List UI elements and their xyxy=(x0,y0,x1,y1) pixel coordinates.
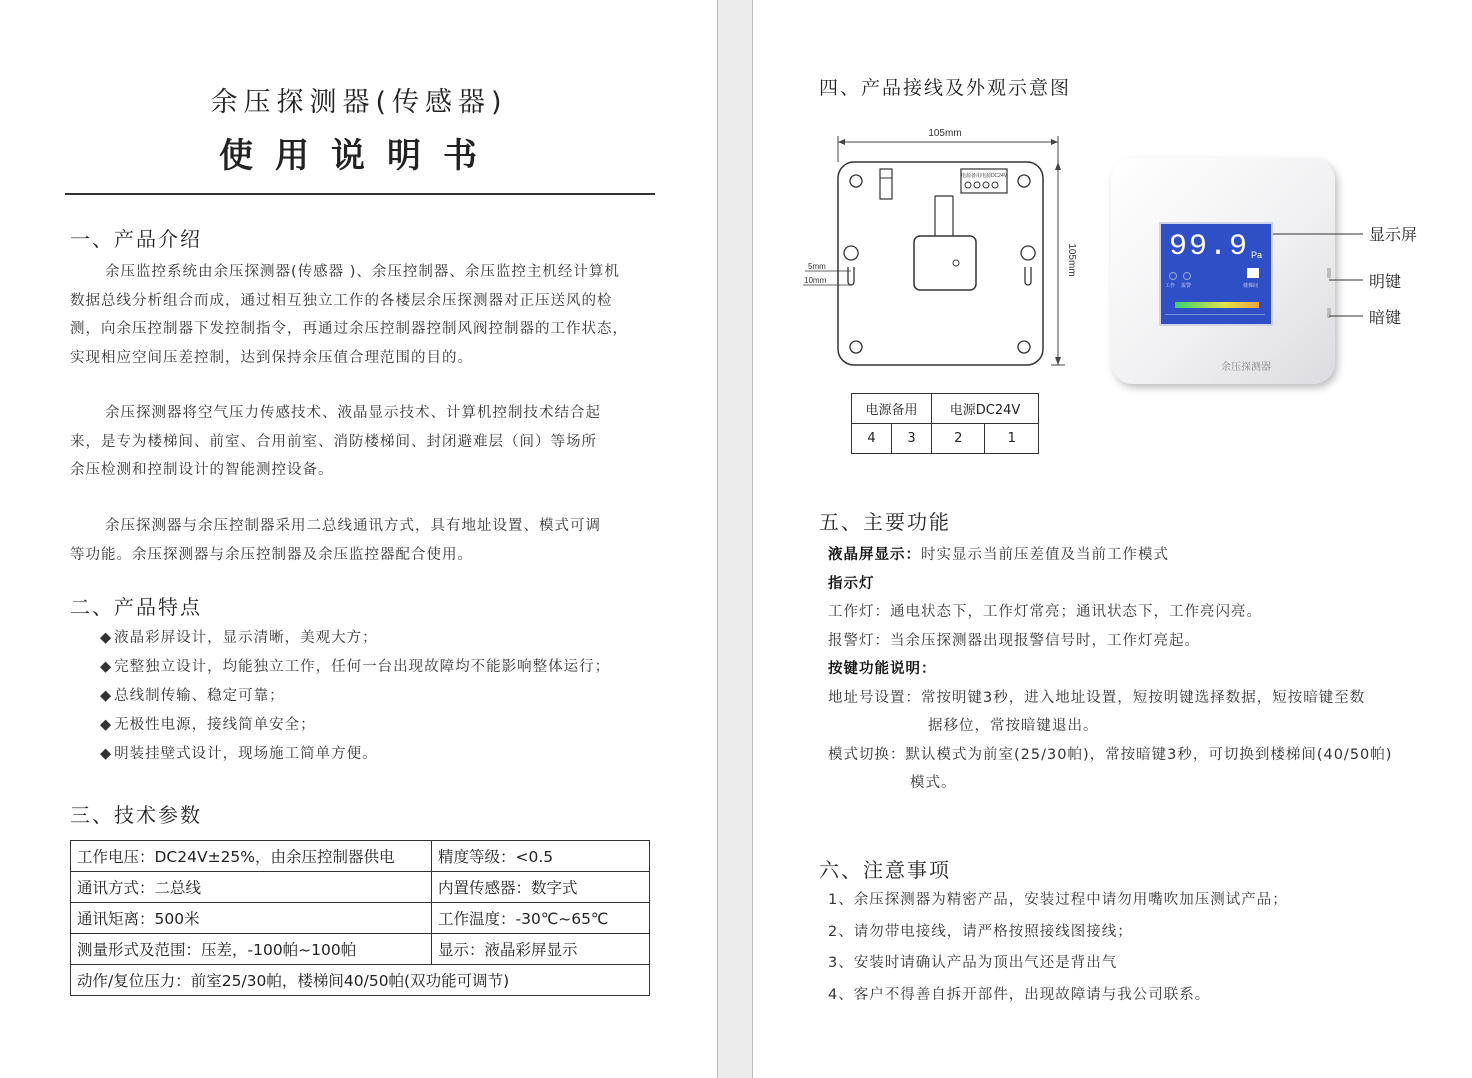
table-row xyxy=(71,934,650,965)
table-cell: 2 xyxy=(932,424,985,454)
list-item: ◆ 完整独立设计，均能独立工作，任何一台出现故障均不能影响整体运行； xyxy=(100,653,700,682)
right-page xyxy=(752,0,1472,1078)
notes-list xyxy=(828,885,1468,1011)
section-heading-intro: 一、产品介绍 xyxy=(70,227,202,251)
intro-paragraph-2 xyxy=(70,399,670,485)
text-line: 模式切换：默认模式为前室(25/30帕)，常按暗键3秒，可切换到楼梯间(40/50帕) xyxy=(828,746,1393,763)
device-outline xyxy=(838,162,1043,365)
stairwell-mode-icon xyxy=(1247,268,1259,278)
text-line: 实现相应空间压差控制，达到保持余压值合理范围的目的。 xyxy=(70,349,473,366)
list-item: ◆ 无极性电源，接线简单安全； xyxy=(100,711,700,740)
spec-table xyxy=(70,840,650,996)
text-line: 工作灯：通电状态下，工作灯常亮；通讯状态下，工作亮闪亮。 xyxy=(828,604,1262,620)
table-header: 电源备用 xyxy=(852,394,932,424)
alarm-indicator-icon xyxy=(1183,272,1191,280)
table-cell: 动作/复位压力：前室25/30帕，楼梯间40/50帕(双功能可调节) xyxy=(71,965,650,996)
table-row xyxy=(71,841,650,872)
table-cell: 精度等级：<0.5 xyxy=(432,841,650,872)
text-line: 等功能。余压探测器与余压控制器及余压监控器配合使用。 xyxy=(70,546,473,563)
right-keyhole xyxy=(1021,246,1035,285)
section-heading-wiring: 四、产品接线及外观示意图 xyxy=(819,77,1072,99)
height-dimension-label: 105mm xyxy=(1066,243,1077,277)
text-line: 余压监控系统由余压探测器(传感器 )、余压控制器、余压监控主机经计算机 xyxy=(105,264,620,280)
table-row xyxy=(852,394,1039,424)
text-line: 报警灯：当余压探测器出现报警信号时，工作灯亮起。 xyxy=(828,632,1200,649)
table-cell: 1 xyxy=(985,424,1039,454)
table-cell: 通讯方式：二总线 xyxy=(71,872,432,903)
wiring-table xyxy=(851,393,1039,454)
text-line: 余压探测器将空气压力传感技术、液晶显示技术、计算机控制技术结合起 xyxy=(105,405,601,421)
lcd-value: 99.9 xyxy=(1169,230,1250,264)
device-back-diagram xyxy=(793,120,1083,380)
text-line: 余压检测和控制设计的智能测控设备。 xyxy=(70,462,334,478)
text-line: 地址号设置：常按明键3秒，进入地址设置，短按明键选择数据，短按暗键至数 xyxy=(828,689,1366,706)
table-cell: 显示：液晶彩屏显示 xyxy=(432,934,650,965)
intro-paragraph-1 xyxy=(70,258,670,372)
list-item: ◆ 液晶彩屏设计，显示清晰，美观大方； xyxy=(100,624,700,653)
table-cell: 工作温度：-30℃~65℃ xyxy=(432,903,650,934)
width-dimension-label: 105mm xyxy=(928,128,962,139)
text-line xyxy=(828,570,1468,599)
lcd-work-label: 工作 xyxy=(1165,283,1176,289)
indicator-label: 指示灯 xyxy=(828,575,875,592)
text-line: 模式。 xyxy=(910,775,957,791)
table-cell: 内置传感器：数字式 xyxy=(432,872,650,903)
work-indicator-icon xyxy=(1169,272,1177,280)
left-keyhole xyxy=(844,246,858,285)
device-brand-text: 余压探测器 xyxy=(1221,362,1271,373)
list-item: 3、安装时请确认产品为顶出气还是背出气 xyxy=(828,955,1118,971)
features-list xyxy=(100,624,700,769)
lcd-display-text: 时实显示当前压差值及当前工作模式 xyxy=(921,547,1169,563)
bright-key-label: 明键 xyxy=(1369,272,1402,291)
list-item: 4、客户不得善自拆开部件，出现故障请与我公司联系。 xyxy=(828,986,1211,1003)
lcd-screen xyxy=(1159,222,1273,326)
keys-label: 按键功能说明： xyxy=(828,661,937,677)
left-page xyxy=(0,0,718,1078)
section-heading-features: 二、产品特点 xyxy=(70,595,202,619)
text-line: 数据总线分析组合而成，通过相互独立工作的各楼层余压探测器对正压送风的检 xyxy=(70,292,613,309)
center-port xyxy=(914,236,976,290)
table-row xyxy=(71,903,650,934)
text-line: 余压探测器与余压控制器采用二总线通讯方式，具有地址设置、模式可调 xyxy=(105,518,601,534)
terminal-label: 电源备用电源DC24V xyxy=(960,173,1008,179)
title-divider xyxy=(65,193,655,195)
display-screen-label: 显示屏 xyxy=(1369,225,1418,244)
lcd-display-label: 液晶屏显示： xyxy=(828,547,921,563)
lcd-unit: Pa xyxy=(1251,250,1263,260)
table-row xyxy=(71,872,650,903)
document-subtitle: 使用说明书 xyxy=(219,136,499,176)
document-title: 余压探测器(传感器) xyxy=(210,87,508,118)
table-cell: 4 xyxy=(852,424,892,454)
section-heading-functions: 五、主要功能 xyxy=(819,510,951,534)
list-item: 2、请勿带电接线，请严格按照接线图接线； xyxy=(828,923,1133,940)
table-cell: 3 xyxy=(892,424,932,454)
list-item: 1、余压探测器为精密产品，安装过程中请勿用嘴吹加压测试产品； xyxy=(828,892,1288,908)
text-line: 据移位，常按暗键退出。 xyxy=(928,718,1099,734)
lcd-level-bar xyxy=(1175,302,1259,308)
dark-key-label: 暗键 xyxy=(1369,308,1402,327)
text-line xyxy=(828,541,1468,570)
dim-5mm-label: 5mm xyxy=(808,262,826,271)
section-heading-notes: 六、注意事项 xyxy=(819,858,951,882)
text-line: 来，是专为楼梯间、前室、合用前室、消防楼梯间、封闭避难层（间）等场所 xyxy=(70,433,597,450)
table-cell: 测量形式及范围：压差，-100帕~100帕 xyxy=(71,934,432,965)
table-row xyxy=(71,965,650,996)
table-header: 电源DC24V xyxy=(932,394,1039,424)
intro-paragraph-3 xyxy=(70,512,670,569)
lcd-mode-label: 楼梯间 xyxy=(1243,283,1259,289)
dim-10mm-label: 10mm xyxy=(804,276,827,285)
callout-lines xyxy=(1273,220,1368,330)
section-heading-specs: 三、技术参数 xyxy=(70,803,202,827)
text-line: 测，向余压控制器下发控制指令，再通过余压控制器控制风阀控制器的工作状态， xyxy=(70,321,628,337)
list-item: ◆ 总线制传输、稳定可靠； xyxy=(100,682,700,711)
functions-list xyxy=(828,541,1468,798)
table-cell: 工作电压：DC24V±25%，由余压控制器供电 xyxy=(71,841,432,872)
text-line xyxy=(828,655,1468,684)
list-item: ◆ 明装挂壁式设计，现场施工简单方便。 xyxy=(100,740,700,769)
table-cell: 通讯矩离：500米 xyxy=(71,903,432,934)
lcd-alarm-label: 报警 xyxy=(1181,283,1192,289)
table-row xyxy=(852,424,1039,454)
